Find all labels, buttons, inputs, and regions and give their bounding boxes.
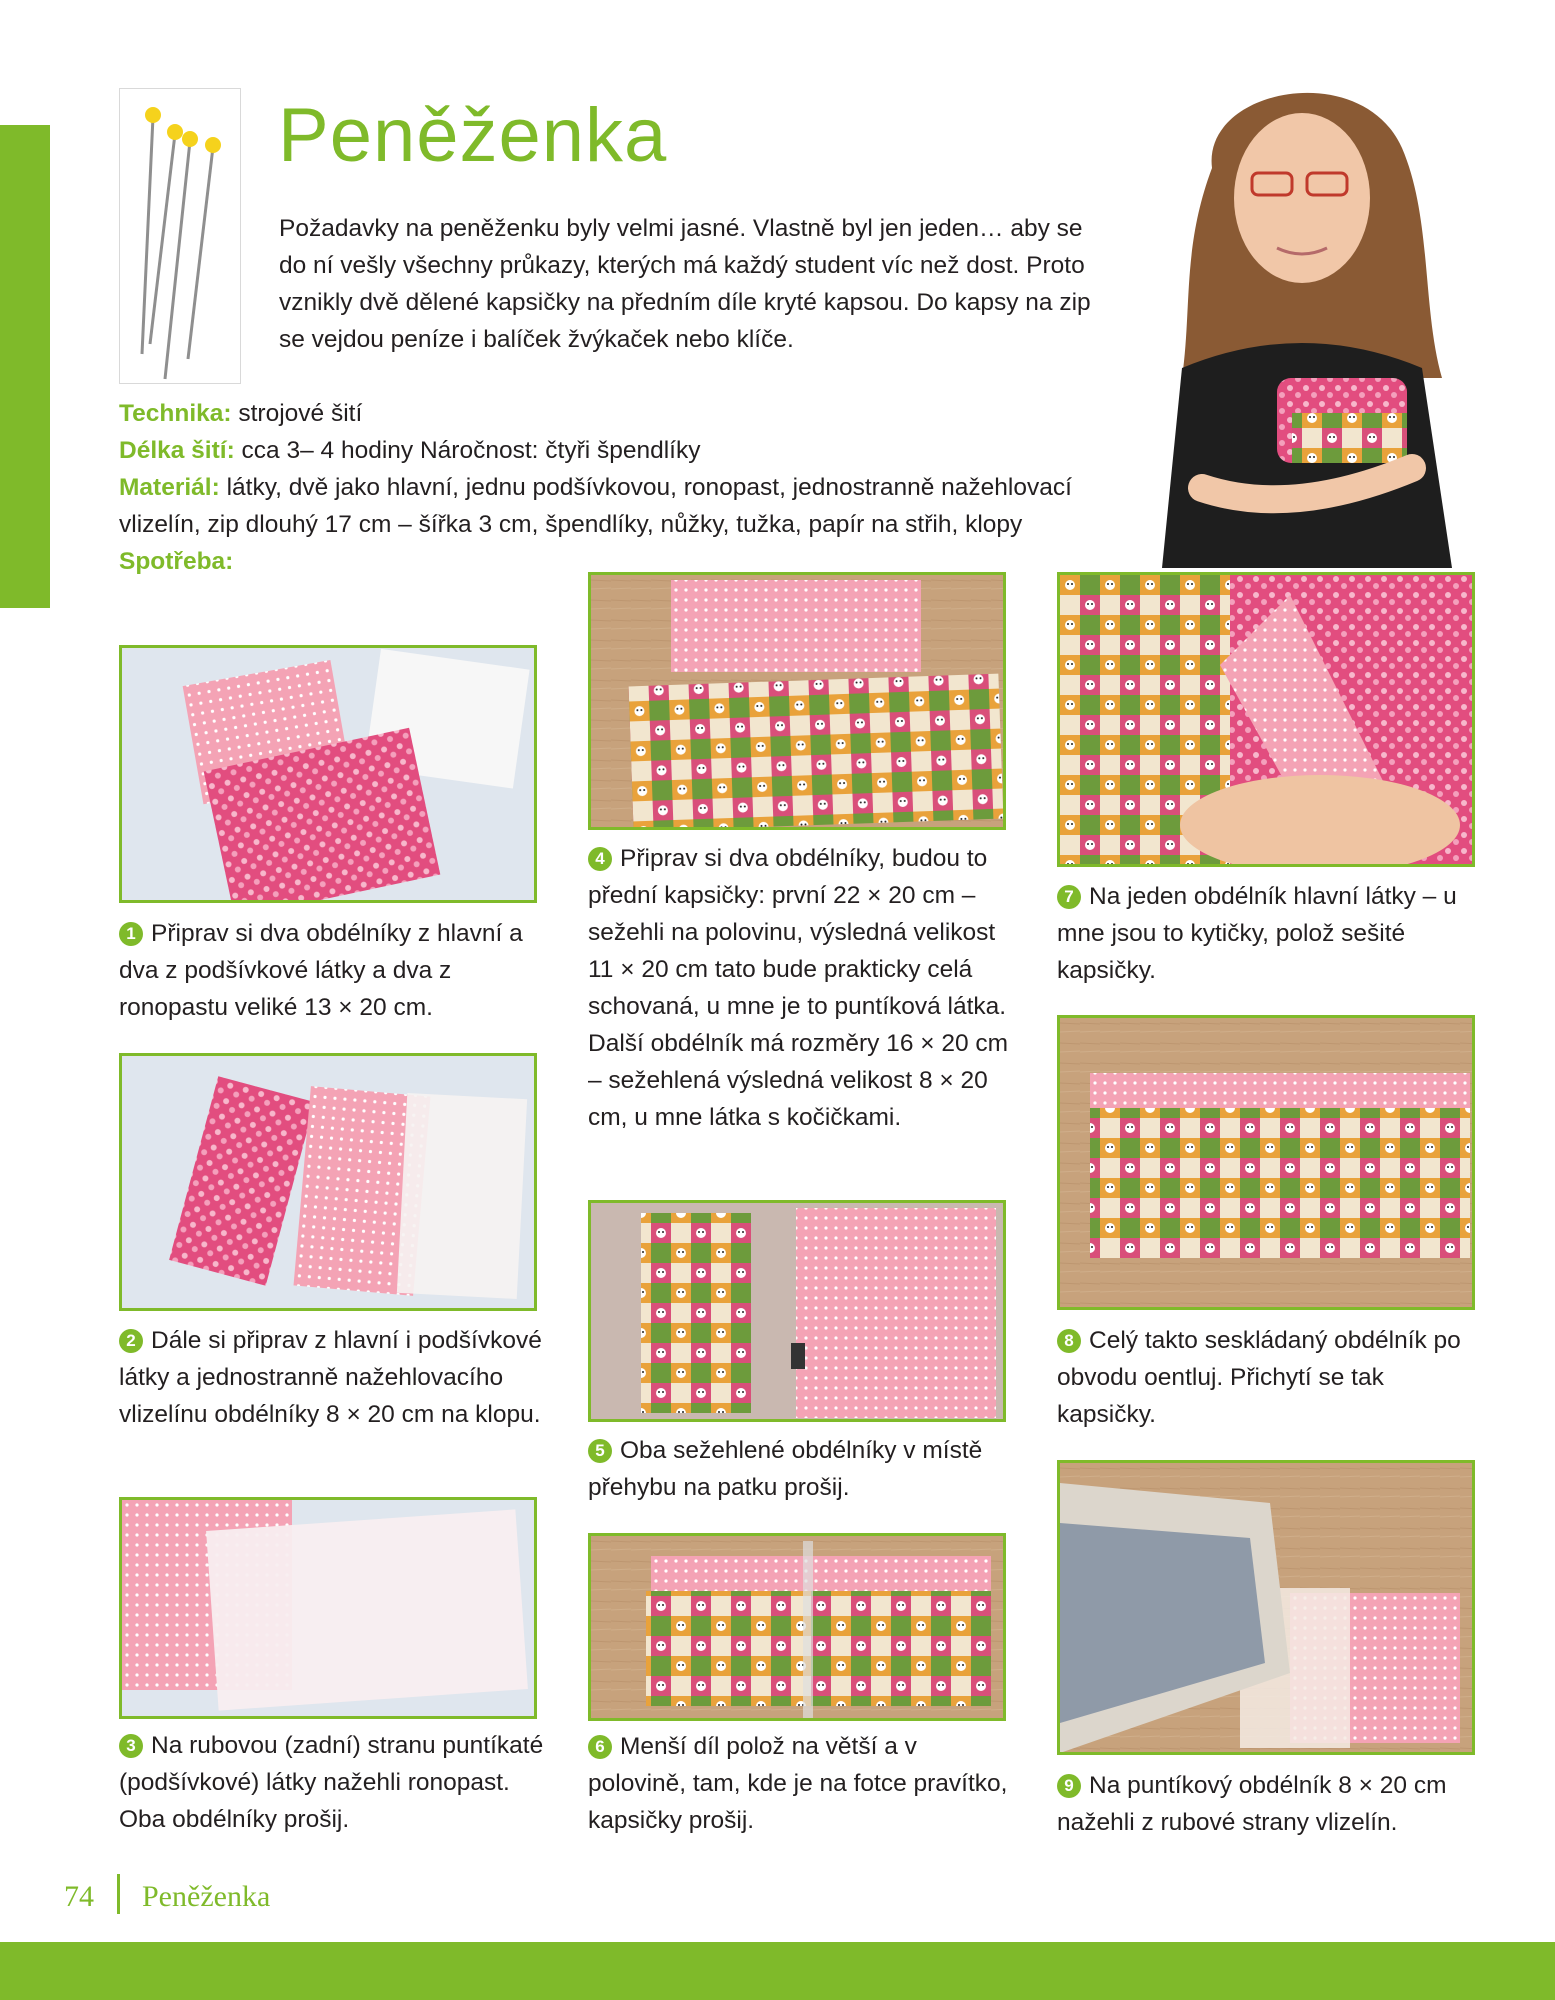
step-text: Na rubovou (zadní) stranu puntíkaté (podšívkové) látky nažehli ronopast. Oba obdélníky prošij. (119, 1732, 544, 1833)
page-title: Peněženka (278, 93, 668, 178)
step-number-badge: 3 (119, 1734, 143, 1758)
step-number-badge: 2 (119, 1329, 143, 1353)
step-2-photo (119, 1053, 537, 1311)
spec-label: Délka šití: (119, 437, 235, 464)
step-number-badge: 4 (588, 847, 612, 871)
step-5-text (588, 1432, 1018, 1506)
spec-label: Materiál: (119, 474, 220, 501)
step-number-badge: 5 (588, 1439, 612, 1463)
step-3-photo (119, 1497, 537, 1719)
step-1-photo (119, 645, 537, 903)
spec-material (119, 469, 1099, 543)
spec-value: látky, dvě jako hlavní, jednu podšívkovou, ronopast, jednostranně nažehlovací vlizelín, zip dlouhý 17 cm – šířka 3 cm, špendlíky, nůžky, tužka, papír na střih, klopy (119, 474, 1072, 538)
step-number-badge: 9 (1057, 1774, 1081, 1798)
step-text: Oba sežehlené obdélníky v místě přehybu na patku prošij. (588, 1437, 983, 1501)
step-6-photo (588, 1533, 1006, 1721)
step-number-badge: 1 (119, 922, 143, 946)
step-7-photo (1057, 572, 1475, 867)
spec-label: Spotřeba: (119, 548, 234, 575)
step-9-photo (1057, 1460, 1475, 1755)
step-text: Připrav si dva obdélníky, budou to přední kapsičky: první 22 × 20 cm – sežehli na polovinu, výsledná velikost 11 × 20 cm tato bude prakticky celá schovaná, u mne je to puntíková látka. Další obdélník má rozměry 16 × 20 cm – sežehlená výsledná velikost 8 × 20 cm, u mne látka s kočičkami. (588, 845, 1009, 1131)
step-3-text (119, 1727, 549, 1838)
left-accent-bar (0, 125, 50, 608)
step-4-photo (588, 572, 1006, 830)
step-number-badge: 7 (1057, 885, 1081, 909)
step-text: Na puntíkový obdélník 8 × 20 cm nažehli z rubové strany vlizelín. (1057, 1772, 1447, 1836)
step-8-text (1057, 1322, 1487, 1433)
bottom-accent-bar (0, 1942, 1555, 2000)
step-text: Připrav si dva obdélníky z hlavní a dva z podšívkové látky a dva z ronopastu veliké 13 × 20 cm. (119, 920, 523, 1021)
spec-label: Technika: (119, 400, 232, 427)
step-number-badge: 8 (1057, 1329, 1081, 1353)
step-2-text (119, 1322, 549, 1433)
page-number: 74 (64, 1880, 94, 1913)
specs-block (119, 395, 1099, 580)
footer-divider (117, 1874, 120, 1914)
step-number-badge: 6 (588, 1735, 612, 1759)
spec-value: cca 3– 4 hodiny Náročnost: čtyři špendlíky (234, 437, 701, 464)
step-7-text (1057, 878, 1487, 989)
step-8-photo (1057, 1015, 1475, 1310)
spec-value: strojové šití (231, 400, 363, 427)
step-9-text (1057, 1767, 1487, 1841)
spec-delka (119, 432, 1099, 469)
step-6-text (588, 1728, 1018, 1839)
step-text: Menší díl polož na větší a v polovině, tam, kde je na fotce pravítko, kapsičky prošij. (588, 1733, 1008, 1834)
footer-chapter-title: Peněženka (142, 1880, 271, 1913)
step-5-photo (588, 1200, 1006, 1422)
step-1-text (119, 915, 549, 1026)
step-text: Dále si připrav z hlavní i podšívkové látky a jednostranně nažehlovacího vlizelínu obdélníky 8 × 20 cm na klopu. (119, 1327, 542, 1428)
pins-illustration (119, 88, 241, 384)
spec-technika (119, 395, 1099, 432)
intro-paragraph: Požadavky na peněženku byly velmi jasné. Vlastně byl jen jeden… aby se do ní vešly všechny průkazy, kterých má každý student víc než dost. Proto vznikly dvě dělené kapsičky na předním díle kryté kapsou. Do kapsy na zip se vejdou peníze i balíček žvýkaček nebo klíče. (279, 215, 1091, 353)
step-text: Celý takto seskládaný obdélník po obvodu oentluj. Přichytí se tak kapsičky. (1057, 1327, 1461, 1428)
step-text: Na jeden obdélník hlavní látky – u mne jsou to kytičky, polož sešité kapsičky. (1057, 883, 1457, 984)
step-4-text (588, 840, 1018, 1136)
girl-with-purse-photo (1142, 48, 1462, 568)
